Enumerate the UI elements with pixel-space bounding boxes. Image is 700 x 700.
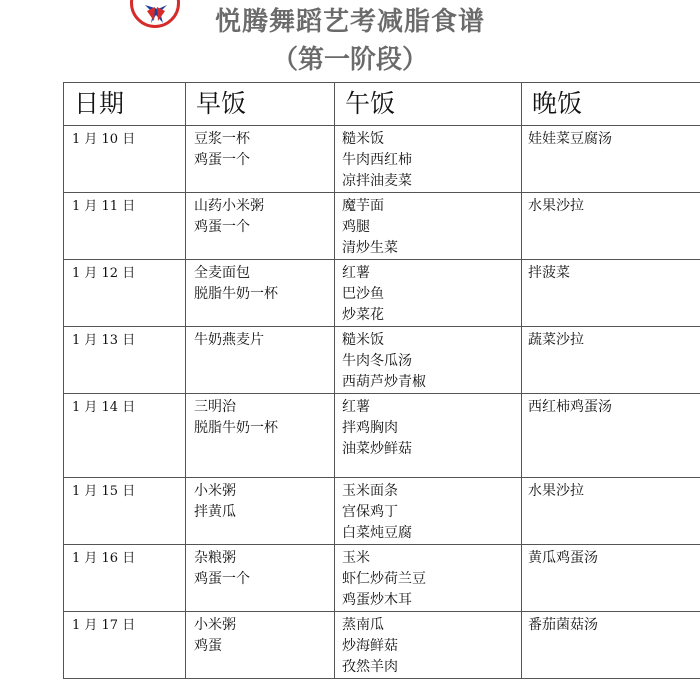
lunch-cell — [335, 193, 522, 260]
breakfast-cell-line: 鸡蛋一个 — [194, 571, 250, 587]
lunch-cell-line: 蒸南瓜 — [342, 617, 384, 633]
lunch-cell-line: 玉米 — [342, 550, 370, 566]
date-cell-line: 1 月 10 日 — [72, 132, 136, 147]
lunch-cell-line: 油菜炒鲜菇 — [342, 441, 412, 457]
table-row — [64, 193, 700, 260]
breakfast-cell-line: 小米粥 — [194, 617, 236, 633]
breakfast-cell-line: 脱脂牛奶一杯 — [194, 420, 278, 436]
date-cell-line: 1 月 11 日 — [72, 199, 136, 214]
dinner-cell — [522, 193, 700, 260]
lunch-cell-line: 拌鸡胸肉 — [342, 420, 398, 436]
lunch-cell-line: 虾仁炒荷兰豆 — [342, 571, 426, 587]
dinner-cell — [522, 478, 700, 545]
table-row — [64, 612, 700, 679]
page-title: 悦腾舞蹈艺考减脂食谱 — [214, 7, 485, 37]
breakfast-cell-line: 豆浆一杯 — [194, 131, 250, 147]
lunch-cell — [335, 327, 522, 394]
table-row — [64, 327, 700, 394]
breakfast-cell-line: 全麦面包 — [194, 265, 250, 281]
lunch-cell-line: 孜然羊肉 — [342, 659, 398, 675]
date-cell — [64, 394, 186, 478]
date-cell-line: 1 月 13 日 — [72, 333, 136, 348]
dinner-cell-line: 水果沙拉 — [528, 483, 584, 499]
logo — [130, 0, 180, 28]
table-row — [64, 545, 700, 612]
breakfast-cell-line: 三明治 — [194, 399, 236, 415]
breakfast-cell — [186, 545, 335, 612]
date-cell — [64, 327, 186, 394]
breakfast-cell-line: 鸡蛋 — [194, 638, 222, 654]
lunch-cell-line: 西葫芦炒青椒 — [342, 374, 426, 390]
dinner-cell — [522, 612, 700, 679]
lunch-cell-line: 炒菜花 — [342, 307, 384, 323]
table-row — [64, 394, 700, 478]
dinner-cell — [522, 394, 700, 478]
dinner-cell-line: 水果沙拉 — [528, 198, 584, 214]
dinner-cell-line: 娃娃菜豆腐汤 — [528, 131, 612, 147]
dinner-cell-line: 西红柿鸡蛋汤 — [528, 399, 612, 415]
lunch-cell — [335, 394, 522, 478]
lunch-cell — [335, 545, 522, 612]
dinner-cell — [522, 545, 700, 612]
lunch-cell-line: 巴沙鱼 — [342, 286, 384, 302]
column-header-breakfast: 早饭 — [186, 83, 335, 126]
lunch-cell-line: 鸡蛋炒木耳 — [342, 592, 412, 608]
lunch-cell — [335, 478, 522, 545]
dinner-cell-line: 番茄菌菇汤 — [528, 617, 598, 633]
date-cell-line: 1 月 14 日 — [72, 400, 136, 415]
lunch-cell — [335, 126, 522, 193]
breakfast-cell — [186, 612, 335, 679]
breakfast-cell — [186, 394, 335, 478]
lunch-cell-line: 牛肉冬瓜汤 — [342, 353, 412, 369]
date-cell-line: 1 月 16 日 — [72, 551, 136, 566]
lunch-cell-line: 魔芋面 — [342, 198, 384, 214]
date-cell — [64, 545, 186, 612]
lunch-cell-line: 凉拌油麦菜 — [342, 173, 412, 189]
lunch-cell-line: 鸡腿 — [342, 219, 370, 235]
breakfast-cell — [186, 327, 335, 394]
breakfast-cell-line: 牛奶燕麦片 — [194, 332, 264, 348]
date-cell-line: 1 月 17 日 — [72, 618, 136, 633]
lunch-cell — [335, 260, 522, 327]
lunch-cell-line: 糙米饭 — [342, 332, 384, 348]
date-cell — [64, 260, 186, 327]
dinner-cell — [522, 126, 700, 193]
lunch-cell-line: 糙米饭 — [342, 131, 384, 147]
lunch-cell-line: 牛肉西红柿 — [342, 152, 412, 168]
lunch-cell-line: 清炒生菜 — [342, 240, 398, 256]
dinner-cell — [522, 327, 700, 394]
lunch-cell-line: 红薯 — [342, 265, 370, 281]
breakfast-cell — [186, 193, 335, 260]
meal-plan-table — [63, 82, 700, 679]
breakfast-cell-line: 山药小米粥 — [194, 198, 264, 214]
lunch-cell-line: 白菜炖豆腐 — [342, 525, 412, 541]
lunch-cell-line: 红薯 — [342, 399, 370, 415]
breakfast-cell — [186, 478, 335, 545]
page-subtitle: （第一阶段） — [271, 45, 428, 75]
breakfast-cell-line: 小米粥 — [194, 483, 236, 499]
date-cell — [64, 612, 186, 679]
lunch-cell-line: 宫保鸡丁 — [342, 504, 398, 520]
date-cell-line: 1 月 15 日 — [72, 484, 136, 499]
breakfast-cell-line: 鸡蛋一个 — [194, 152, 250, 168]
table-row — [64, 260, 700, 327]
column-header-lunch: 午饭 — [335, 83, 522, 126]
breakfast-cell-line: 鸡蛋一个 — [194, 219, 250, 235]
table-row — [64, 126, 700, 193]
lunch-cell-line: 炒海鲜菇 — [342, 638, 398, 654]
dinner-cell-line: 拌菠菜 — [528, 265, 570, 281]
dinner-cell-line: 黄瓜鸡蛋汤 — [528, 550, 598, 566]
column-header-date: 日期 — [64, 83, 186, 126]
breakfast-cell — [186, 126, 335, 193]
lunch-cell — [335, 612, 522, 679]
table-row — [64, 478, 700, 545]
date-cell — [64, 478, 186, 545]
breakfast-cell-line: 杂粮粥 — [194, 550, 236, 566]
dancer-logo-icon — [133, 0, 177, 25]
date-cell — [64, 193, 186, 260]
breakfast-cell-line: 脱脂牛奶一杯 — [194, 286, 278, 302]
dinner-cell — [522, 260, 700, 327]
table-header-row — [64, 83, 700, 126]
column-header-dinner: 晚饭 — [522, 83, 700, 126]
dinner-cell-line: 蔬菜沙拉 — [528, 332, 584, 348]
date-cell-line: 1 月 12 日 — [72, 266, 136, 281]
lunch-cell-line: 玉米面条 — [342, 483, 398, 499]
breakfast-cell — [186, 260, 335, 327]
breakfast-cell-line: 拌黄瓜 — [194, 504, 236, 520]
date-cell — [64, 126, 186, 193]
